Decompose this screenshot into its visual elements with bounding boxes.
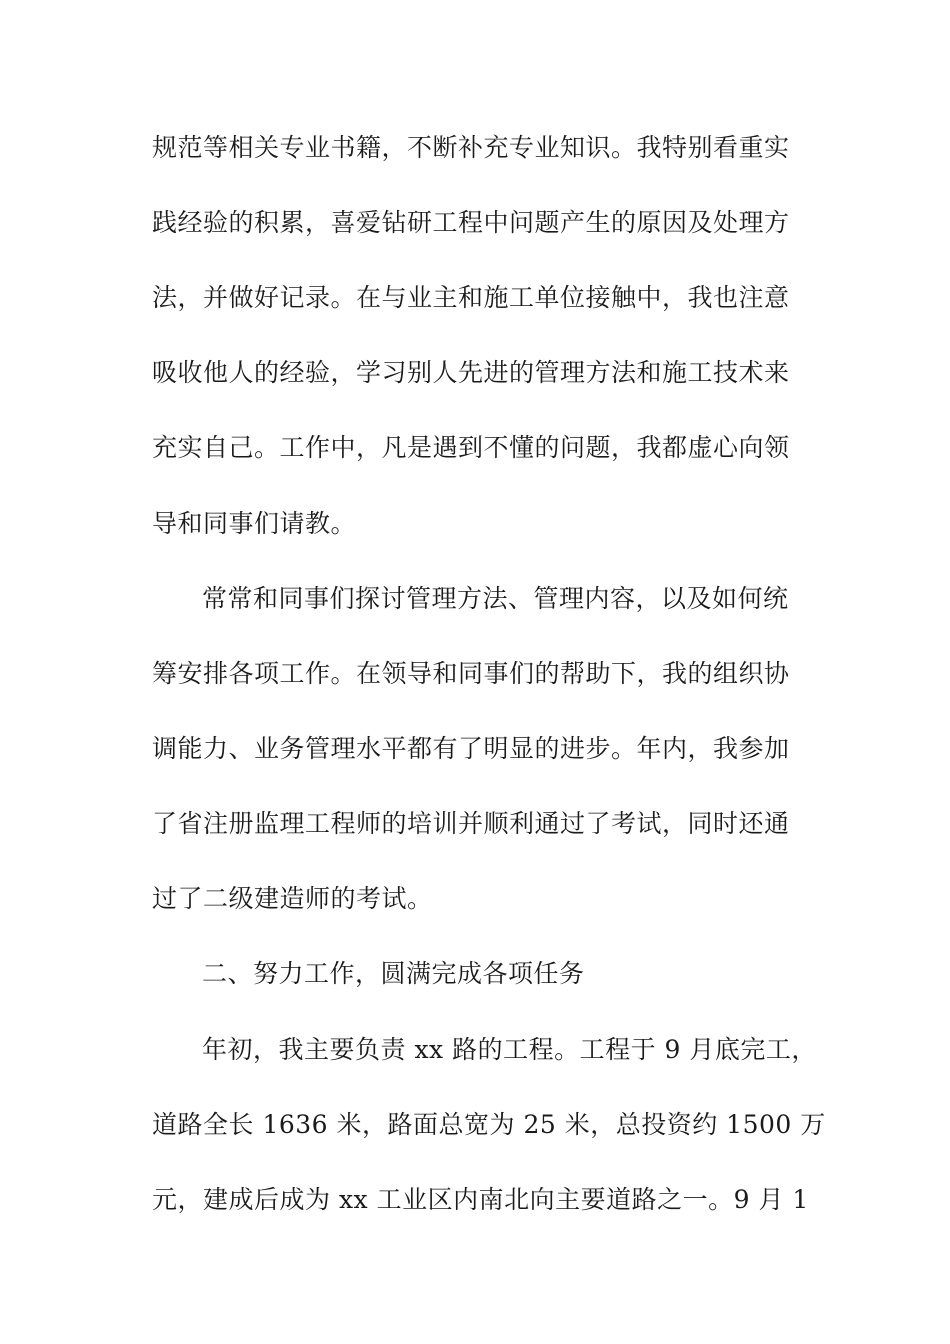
- paragraph-line-8: 筹安排各项工作。在领导和同事们的帮助下，我的组织协: [152, 659, 790, 688]
- paragraph-line-10: 了省注册监理工程师的培训并顺利通过了考试，同时还通: [152, 809, 790, 838]
- paragraph-line-14: 道路全长 1636 米，路面总宽为 25 米，总投资约 1500 万: [152, 1110, 826, 1139]
- paragraph-line-1: 规范等相关专业书籍，不断补充专业知识。我特别看重实: [152, 133, 790, 162]
- paragraph-line-6: 导和同事们请教。: [152, 509, 357, 538]
- paragraph-line-15: 元，建成后成为 xx 工业区内南北向主要道路之一。9 月 1: [152, 1185, 809, 1214]
- paragraph-line-11: 过了二级建造师的考试。: [152, 884, 433, 913]
- paragraph-line-7: 常常和同事们探讨管理方法、管理内容，以及如何统: [202, 584, 789, 613]
- section-heading: 二、努力工作，圆满完成各项任务: [202, 959, 585, 988]
- paragraph-line-9: 调能力、业务管理水平都有了明显的进步。年内，我参加: [152, 734, 790, 763]
- paragraph-line-2: 践经验的积累，喜爱钻研工程中问题产生的原因及处理方: [152, 208, 790, 237]
- paragraph-line-13: 年初，我主要负责 xx 路的工程。工程于 9 月底完工，: [202, 1035, 817, 1064]
- paragraph-line-5: 充实自己。工作中，凡是遇到不懂的问题，我都虚心向领: [152, 433, 790, 462]
- paragraph-line-4: 吸收他人的经验，学习别人先进的管理方法和施工技术来: [152, 358, 790, 387]
- paragraph-line-3: 法，并做好记录。在与业主和施工单位接触中，我也注意: [152, 283, 790, 312]
